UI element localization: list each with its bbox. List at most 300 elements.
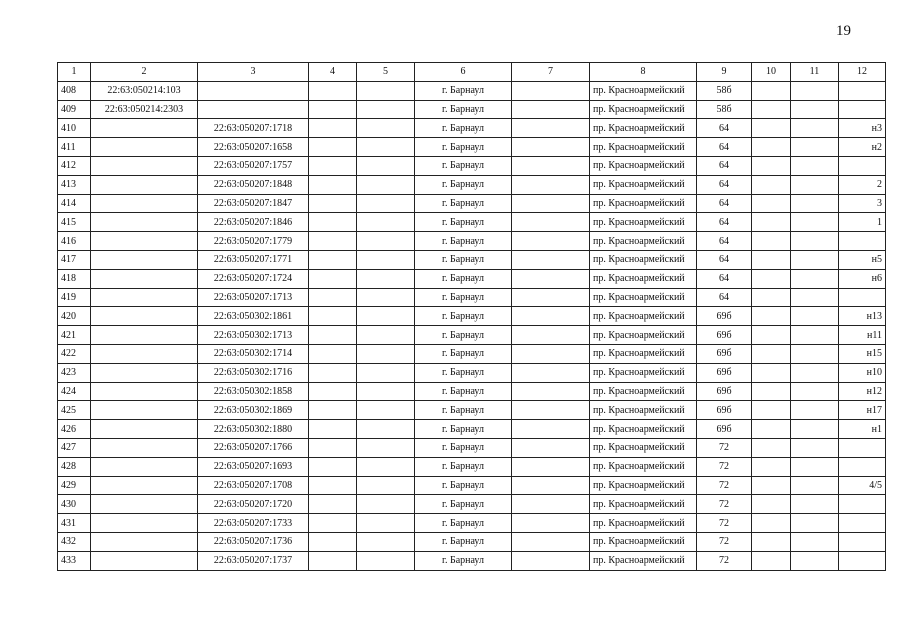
- locality-cell: г. Барнаул: [415, 119, 512, 138]
- parcel-number-cell: 22:63:050214:103: [91, 81, 198, 100]
- row-number-cell: 421: [58, 326, 91, 345]
- house-number-cell: 69б: [697, 401, 752, 420]
- cell-col-10: [752, 382, 791, 401]
- apartment-cell: 2: [839, 175, 886, 194]
- locality-cell: г. Барнаул: [415, 344, 512, 363]
- street-cell: пр. Красноармейский: [590, 495, 697, 514]
- row-number-cell: 424: [58, 382, 91, 401]
- parcel-number-cell: [91, 438, 198, 457]
- cell-col-7: [512, 156, 590, 175]
- cell-col-4: [309, 194, 357, 213]
- table-row: [58, 344, 886, 363]
- cadastral-number-cell: 22:63:050207:1737: [198, 551, 309, 570]
- cell-col-10: [752, 401, 791, 420]
- street-cell: пр. Красноармейский: [590, 514, 697, 533]
- cell-col-11: [791, 307, 839, 326]
- cadastral-number-cell: 22:63:050207:1736: [198, 532, 309, 551]
- table-row: [58, 156, 886, 175]
- cadastral-number-cell: 22:63:050207:1733: [198, 514, 309, 533]
- cell-col-7: [512, 382, 590, 401]
- cadastral-number-cell: 22:63:050207:1771: [198, 250, 309, 269]
- street-cell: пр. Красноармейский: [590, 119, 697, 138]
- cell-col-7: [512, 532, 590, 551]
- cell-col-11: [791, 175, 839, 194]
- cell-col-10: [752, 476, 791, 495]
- cell-col-10: [752, 363, 791, 382]
- row-number-cell: 419: [58, 288, 91, 307]
- locality-cell: г. Барнаул: [415, 420, 512, 439]
- locality-cell: г. Барнаул: [415, 213, 512, 232]
- apartment-cell: [839, 81, 886, 100]
- apartment-cell: н12: [839, 382, 886, 401]
- cell-col-11: [791, 532, 839, 551]
- cell-col-5: [357, 269, 415, 288]
- table-row: [58, 232, 886, 251]
- cell-col-5: [357, 307, 415, 326]
- cell-col-10: [752, 288, 791, 307]
- locality-cell: г. Барнаул: [415, 457, 512, 476]
- row-number-cell: 428: [58, 457, 91, 476]
- cell-col-10: [752, 119, 791, 138]
- locality-cell: г. Барнаул: [415, 532, 512, 551]
- cell-col-4: [309, 269, 357, 288]
- cell-col-11: [791, 232, 839, 251]
- cell-col-10: [752, 138, 791, 157]
- locality-cell: г. Барнаул: [415, 138, 512, 157]
- table-row: [58, 269, 886, 288]
- street-cell: пр. Красноармейский: [590, 476, 697, 495]
- cell-col-11: [791, 344, 839, 363]
- cell-col-5: [357, 438, 415, 457]
- apartment-cell: [839, 551, 886, 570]
- cadastral-number-cell: 22:63:050302:1713: [198, 326, 309, 345]
- street-cell: пр. Красноармейский: [590, 532, 697, 551]
- table-row: [58, 100, 886, 119]
- house-number-cell: 58б: [697, 81, 752, 100]
- registry-table: [57, 62, 886, 571]
- cell-col-11: [791, 495, 839, 514]
- row-number-cell: 410: [58, 119, 91, 138]
- cell-col-4: [309, 438, 357, 457]
- cadastral-number-cell: 22:63:050207:1720: [198, 495, 309, 514]
- cell-col-11: [791, 551, 839, 570]
- cell-col-11: [791, 326, 839, 345]
- cell-col-5: [357, 288, 415, 307]
- locality-cell: г. Барнаул: [415, 100, 512, 119]
- house-number-cell: 64: [697, 232, 752, 251]
- cell-col-11: [791, 213, 839, 232]
- cell-col-4: [309, 363, 357, 382]
- column-header: 8: [590, 63, 697, 82]
- column-header: 9: [697, 63, 752, 82]
- parcel-number-cell: [91, 250, 198, 269]
- cell-col-11: [791, 81, 839, 100]
- cadastral-number-cell: [198, 81, 309, 100]
- column-header: 11: [791, 63, 839, 82]
- cell-col-7: [512, 344, 590, 363]
- cell-col-5: [357, 457, 415, 476]
- apartment-cell: [839, 232, 886, 251]
- table-row: [58, 119, 886, 138]
- table-row: [58, 532, 886, 551]
- street-cell: пр. Красноармейский: [590, 81, 697, 100]
- row-number-cell: 415: [58, 213, 91, 232]
- row-number-cell: 429: [58, 476, 91, 495]
- cell-col-5: [357, 100, 415, 119]
- apartment-cell: [839, 495, 886, 514]
- cadastral-number-cell: 22:63:050302:1714: [198, 344, 309, 363]
- cell-col-7: [512, 307, 590, 326]
- locality-cell: г. Барнаул: [415, 232, 512, 251]
- table-row: [58, 457, 886, 476]
- house-number-cell: 72: [697, 457, 752, 476]
- cell-col-5: [357, 119, 415, 138]
- cell-col-7: [512, 81, 590, 100]
- cell-col-5: [357, 401, 415, 420]
- cell-col-7: [512, 476, 590, 495]
- row-number-cell: 413: [58, 175, 91, 194]
- cell-col-4: [309, 175, 357, 194]
- apartment-cell: н2: [839, 138, 886, 157]
- column-header: 12: [839, 63, 886, 82]
- row-number-cell: 430: [58, 495, 91, 514]
- cell-col-10: [752, 420, 791, 439]
- house-number-cell: 69б: [697, 307, 752, 326]
- cell-col-10: [752, 81, 791, 100]
- cell-col-10: [752, 457, 791, 476]
- cell-col-11: [791, 194, 839, 213]
- cell-col-5: [357, 476, 415, 495]
- cell-col-10: [752, 156, 791, 175]
- cell-col-11: [791, 438, 839, 457]
- apartment-cell: н10: [839, 363, 886, 382]
- row-number-cell: 423: [58, 363, 91, 382]
- apartment-cell: [839, 514, 886, 533]
- cell-col-4: [309, 81, 357, 100]
- column-header: 10: [752, 63, 791, 82]
- street-cell: пр. Красноармейский: [590, 382, 697, 401]
- cell-col-10: [752, 344, 791, 363]
- cell-col-5: [357, 495, 415, 514]
- cell-col-7: [512, 288, 590, 307]
- cell-col-10: [752, 194, 791, 213]
- cell-col-11: [791, 457, 839, 476]
- cell-col-7: [512, 420, 590, 439]
- street-cell: пр. Красноармейский: [590, 288, 697, 307]
- cell-col-5: [357, 250, 415, 269]
- cell-col-5: [357, 138, 415, 157]
- parcel-number-cell: [91, 326, 198, 345]
- street-cell: пр. Красноармейский: [590, 457, 697, 476]
- cell-col-7: [512, 100, 590, 119]
- house-number-cell: 72: [697, 551, 752, 570]
- page-number: 19: [836, 23, 851, 39]
- column-header: 5: [357, 63, 415, 82]
- cell-col-4: [309, 344, 357, 363]
- cell-col-7: [512, 495, 590, 514]
- house-number-cell: 64: [697, 194, 752, 213]
- parcel-number-cell: 22:63:050214:2303: [91, 100, 198, 119]
- table-body: [58, 81, 886, 570]
- parcel-number-cell: [91, 138, 198, 157]
- cell-col-4: [309, 532, 357, 551]
- table-row: [58, 81, 886, 100]
- street-cell: пр. Красноармейский: [590, 307, 697, 326]
- parcel-number-cell: [91, 232, 198, 251]
- street-cell: пр. Красноармейский: [590, 232, 697, 251]
- house-number-cell: 64: [697, 250, 752, 269]
- street-cell: пр. Красноармейский: [590, 213, 697, 232]
- row-number-cell: 432: [58, 532, 91, 551]
- cadastral-number-cell: 22:63:050302:1861: [198, 307, 309, 326]
- cell-col-10: [752, 326, 791, 345]
- house-number-cell: 64: [697, 156, 752, 175]
- apartment-cell: [839, 438, 886, 457]
- header-row: [58, 63, 886, 82]
- cell-col-10: [752, 551, 791, 570]
- locality-cell: г. Барнаул: [415, 250, 512, 269]
- cell-col-5: [357, 514, 415, 533]
- cell-col-4: [309, 156, 357, 175]
- row-number-cell: 427: [58, 438, 91, 457]
- locality-cell: г. Барнаул: [415, 194, 512, 213]
- cell-col-10: [752, 100, 791, 119]
- street-cell: пр. Красноармейский: [590, 194, 697, 213]
- house-number-cell: 69б: [697, 344, 752, 363]
- table-row: [58, 363, 886, 382]
- locality-cell: г. Барнаул: [415, 307, 512, 326]
- cell-col-4: [309, 551, 357, 570]
- cadastral-number-cell: 22:63:050207:1846: [198, 213, 309, 232]
- cell-col-5: [357, 232, 415, 251]
- cell-col-7: [512, 551, 590, 570]
- cell-col-7: [512, 326, 590, 345]
- cell-col-11: [791, 138, 839, 157]
- house-number-cell: 64: [697, 175, 752, 194]
- cell-col-11: [791, 269, 839, 288]
- row-number-cell: 420: [58, 307, 91, 326]
- cell-col-7: [512, 457, 590, 476]
- house-number-cell: 72: [697, 532, 752, 551]
- apartment-cell: н17: [839, 401, 886, 420]
- cell-col-5: [357, 532, 415, 551]
- table-row: [58, 213, 886, 232]
- apartment-cell: [839, 100, 886, 119]
- cell-col-11: [791, 363, 839, 382]
- house-number-cell: 69б: [697, 382, 752, 401]
- cell-col-7: [512, 514, 590, 533]
- row-number-cell: 425: [58, 401, 91, 420]
- row-number-cell: 409: [58, 100, 91, 119]
- cell-col-4: [309, 476, 357, 495]
- cell-col-4: [309, 119, 357, 138]
- cadastral-number-cell: 22:63:050302:1716: [198, 363, 309, 382]
- locality-cell: г. Барнаул: [415, 438, 512, 457]
- cell-col-11: [791, 514, 839, 533]
- street-cell: пр. Красноармейский: [590, 401, 697, 420]
- cell-col-4: [309, 457, 357, 476]
- cell-col-4: [309, 288, 357, 307]
- house-number-cell: 72: [697, 438, 752, 457]
- house-number-cell: 64: [697, 288, 752, 307]
- cadastral-number-cell: 22:63:050207:1848: [198, 175, 309, 194]
- cell-col-10: [752, 532, 791, 551]
- apartment-cell: н5: [839, 250, 886, 269]
- cell-col-7: [512, 194, 590, 213]
- locality-cell: г. Барнаул: [415, 382, 512, 401]
- cell-col-11: [791, 476, 839, 495]
- cell-col-7: [512, 175, 590, 194]
- cell-col-7: [512, 250, 590, 269]
- cell-col-7: [512, 363, 590, 382]
- street-cell: пр. Красноармейский: [590, 138, 697, 157]
- table-row: [58, 138, 886, 157]
- cadastral-number-cell: 22:63:050207:1708: [198, 476, 309, 495]
- table-row: [58, 551, 886, 570]
- row-number-cell: 412: [58, 156, 91, 175]
- table-row: [58, 288, 886, 307]
- cadastral-number-cell: 22:63:050207:1658: [198, 138, 309, 157]
- cell-col-4: [309, 138, 357, 157]
- house-number-cell: 72: [697, 495, 752, 514]
- apartment-cell: н1: [839, 420, 886, 439]
- cell-col-10: [752, 213, 791, 232]
- cell-col-11: [791, 250, 839, 269]
- column-header: 1: [58, 63, 91, 82]
- street-cell: пр. Красноармейский: [590, 344, 697, 363]
- apartment-cell: [839, 532, 886, 551]
- cadastral-number-cell: 22:63:050207:1718: [198, 119, 309, 138]
- cell-col-11: [791, 100, 839, 119]
- parcel-number-cell: [91, 420, 198, 439]
- column-header: 3: [198, 63, 309, 82]
- cadastral-number-cell: 22:63:050302:1858: [198, 382, 309, 401]
- cell-col-11: [791, 401, 839, 420]
- apartment-cell: [839, 457, 886, 476]
- cell-col-11: [791, 156, 839, 175]
- parcel-number-cell: [91, 119, 198, 138]
- cell-col-11: [791, 382, 839, 401]
- parcel-number-cell: [91, 363, 198, 382]
- house-number-cell: 58б: [697, 100, 752, 119]
- house-number-cell: 69б: [697, 363, 752, 382]
- cell-col-4: [309, 100, 357, 119]
- cell-col-5: [357, 175, 415, 194]
- locality-cell: г. Барнаул: [415, 288, 512, 307]
- cell-col-4: [309, 213, 357, 232]
- table-row: [58, 476, 886, 495]
- cell-col-5: [357, 420, 415, 439]
- cell-col-7: [512, 138, 590, 157]
- cell-col-4: [309, 382, 357, 401]
- cell-col-5: [357, 344, 415, 363]
- parcel-number-cell: [91, 382, 198, 401]
- house-number-cell: 64: [697, 213, 752, 232]
- cell-col-7: [512, 438, 590, 457]
- parcel-number-cell: [91, 269, 198, 288]
- parcel-number-cell: [91, 213, 198, 232]
- apartment-cell: 4/5: [839, 476, 886, 495]
- cell-col-4: [309, 326, 357, 345]
- locality-cell: г. Барнаул: [415, 326, 512, 345]
- cell-col-10: [752, 232, 791, 251]
- column-header: 2: [91, 63, 198, 82]
- apartment-cell: н3: [839, 119, 886, 138]
- cell-col-4: [309, 495, 357, 514]
- house-number-cell: 64: [697, 269, 752, 288]
- cell-col-7: [512, 119, 590, 138]
- house-number-cell: 72: [697, 476, 752, 495]
- parcel-number-cell: [91, 156, 198, 175]
- cell-col-5: [357, 213, 415, 232]
- house-number-cell: 64: [697, 119, 752, 138]
- locality-cell: г. Барнаул: [415, 495, 512, 514]
- cell-col-5: [357, 194, 415, 213]
- parcel-number-cell: [91, 532, 198, 551]
- cell-col-7: [512, 269, 590, 288]
- cadastral-number-cell: 22:63:050302:1880: [198, 420, 309, 439]
- cell-col-5: [357, 363, 415, 382]
- cell-col-4: [309, 232, 357, 251]
- table-row: [58, 382, 886, 401]
- cadastral-number-cell: 22:63:050207:1847: [198, 194, 309, 213]
- cadastral-number-cell: 22:63:050207:1713: [198, 288, 309, 307]
- cell-col-10: [752, 175, 791, 194]
- cell-col-10: [752, 269, 791, 288]
- cell-col-4: [309, 250, 357, 269]
- street-cell: пр. Красноармейский: [590, 363, 697, 382]
- table-row: [58, 495, 886, 514]
- row-number-cell: 411: [58, 138, 91, 157]
- table-row: [58, 438, 886, 457]
- row-number-cell: 422: [58, 344, 91, 363]
- locality-cell: г. Барнаул: [415, 81, 512, 100]
- parcel-number-cell: [91, 344, 198, 363]
- cell-col-11: [791, 420, 839, 439]
- table-row: [58, 194, 886, 213]
- street-cell: пр. Красноармейский: [590, 156, 697, 175]
- locality-cell: г. Барнаул: [415, 476, 512, 495]
- table-row: [58, 514, 886, 533]
- street-cell: пр. Красноармейский: [590, 438, 697, 457]
- cell-col-10: [752, 438, 791, 457]
- house-number-cell: 69б: [697, 420, 752, 439]
- parcel-number-cell: [91, 307, 198, 326]
- apartment-cell: н6: [839, 269, 886, 288]
- cell-col-11: [791, 119, 839, 138]
- cell-col-4: [309, 420, 357, 439]
- table-row: [58, 307, 886, 326]
- cadastral-number-cell: 22:63:050207:1766: [198, 438, 309, 457]
- street-cell: пр. Красноармейский: [590, 551, 697, 570]
- row-number-cell: 408: [58, 81, 91, 100]
- parcel-number-cell: [91, 175, 198, 194]
- locality-cell: г. Барнаул: [415, 514, 512, 533]
- locality-cell: г. Барнаул: [415, 269, 512, 288]
- house-number-cell: 64: [697, 138, 752, 157]
- row-number-cell: 416: [58, 232, 91, 251]
- parcel-number-cell: [91, 288, 198, 307]
- apartment-cell: н15: [839, 344, 886, 363]
- cadastral-number-cell: 22:63:050207:1757: [198, 156, 309, 175]
- row-number-cell: 426: [58, 420, 91, 439]
- apartment-cell: 1: [839, 213, 886, 232]
- apartment-cell: [839, 288, 886, 307]
- cell-col-5: [357, 156, 415, 175]
- table-row: [58, 401, 886, 420]
- column-header: 7: [512, 63, 590, 82]
- cell-col-7: [512, 401, 590, 420]
